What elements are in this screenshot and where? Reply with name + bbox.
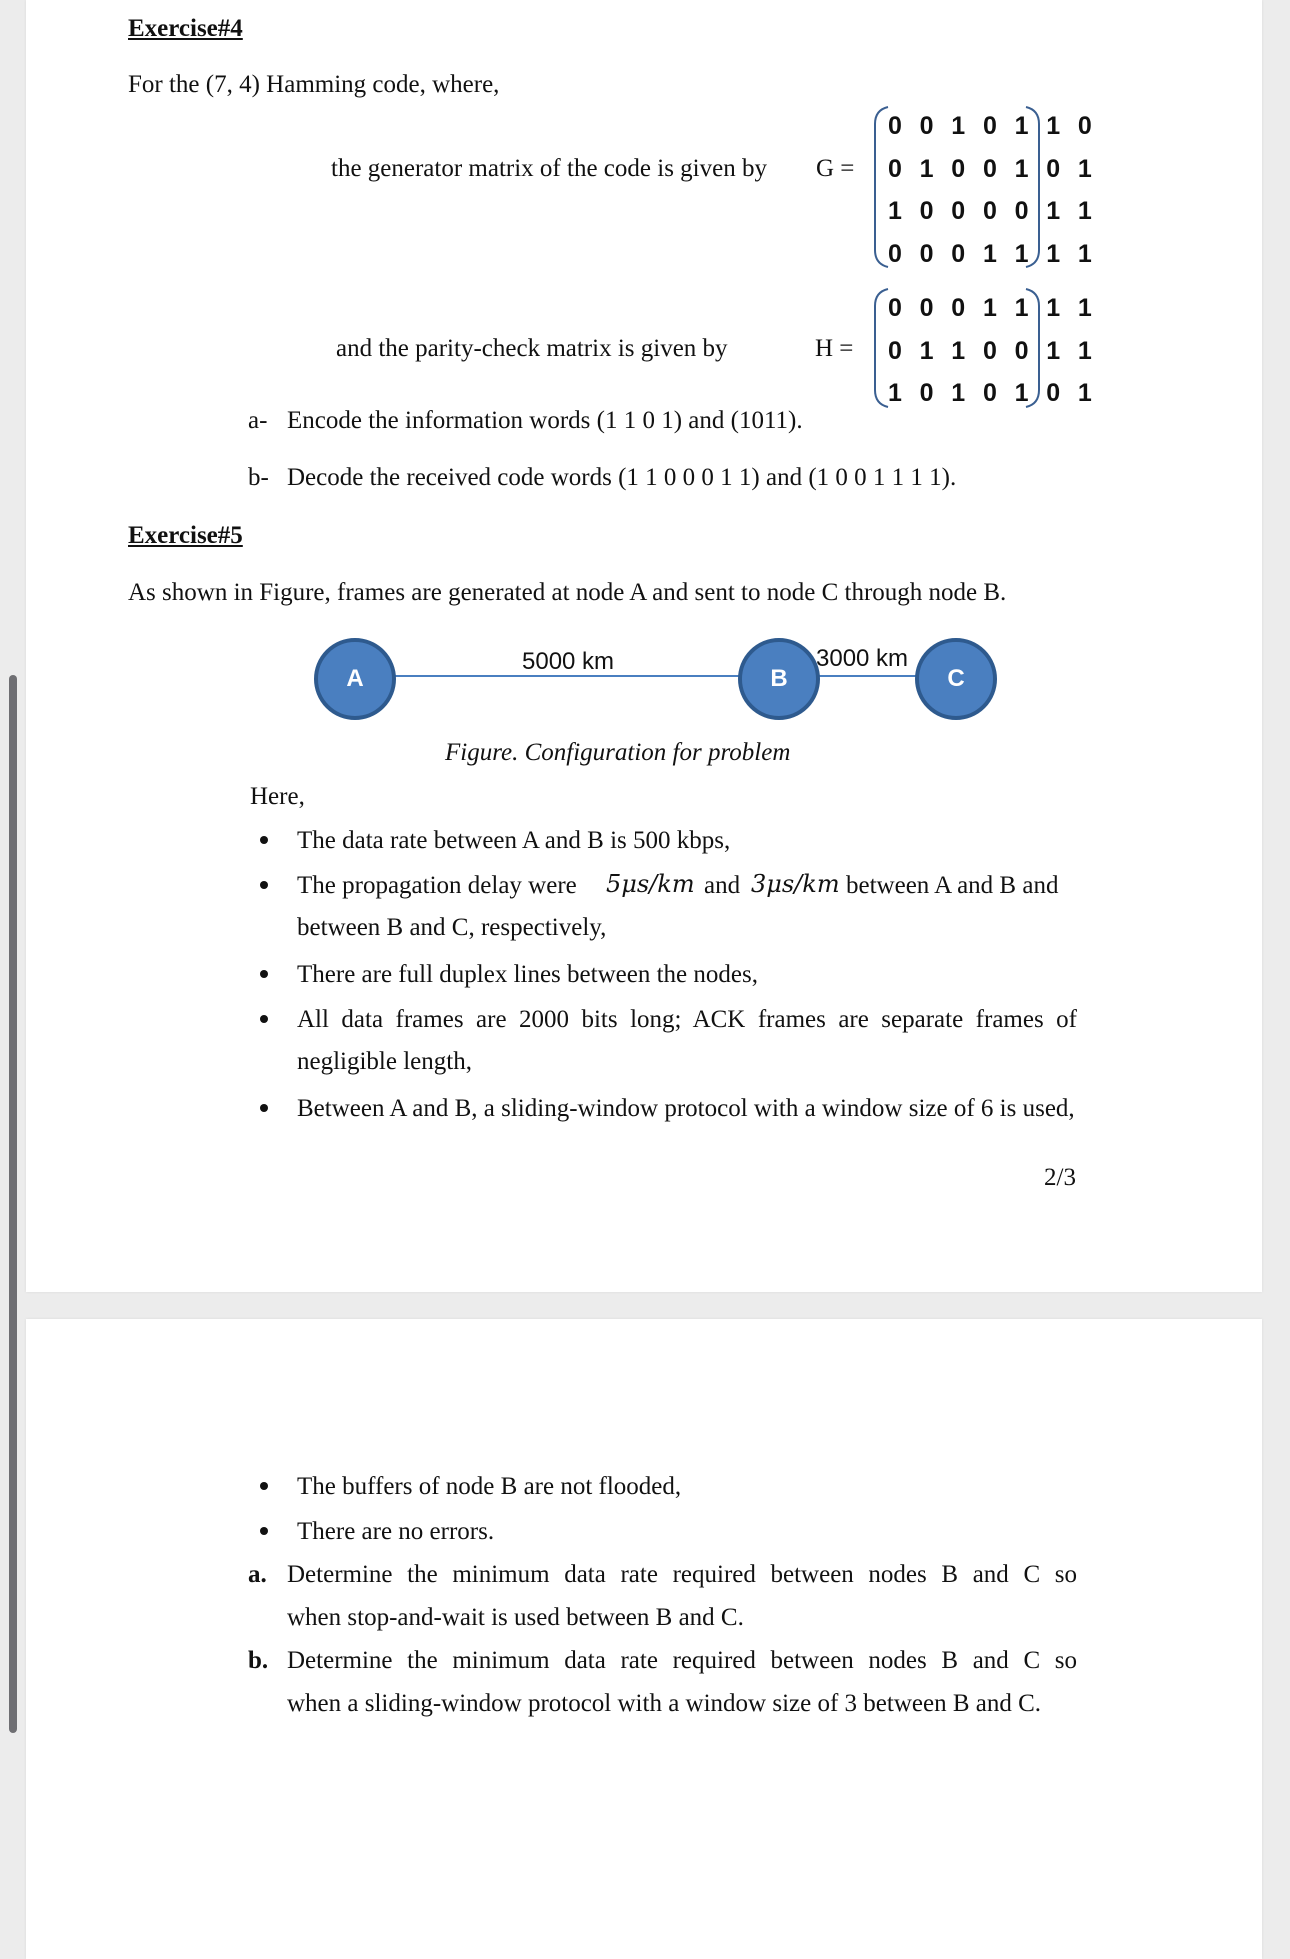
bullet-delay-math-1: 5μs/km <box>606 870 695 898</box>
bullet-delay-pre: The propagation delay were <box>297 872 577 899</box>
exercise5-heading: Exercise#5 <box>128 522 243 549</box>
question-a-label: a. <box>248 1561 267 1588</box>
figure-caption: Figure. Configuration for problem <box>445 739 791 766</box>
bullet-delay-mid: and <box>704 872 741 899</box>
parity-symbol: H = <box>815 335 854 362</box>
parity-row: 0 1 1 0 0 1 1 <box>888 337 1098 365</box>
exercise4-heading: Exercise#4 <box>128 15 243 42</box>
bullet-no-errors: There are no errors. <box>297 1518 495 1545</box>
question-b-line1: Determine the minimum data rate required between nodes B and C so <box>287 1647 1077 1674</box>
item-a-text: Encode the information words (1 1 0 1) and (1011). <box>287 407 803 434</box>
bullet-delay-post: between A and B and <box>846 872 1059 899</box>
link-b-c <box>812 675 918 677</box>
item-b-text: Decode the received code words (1 1 0 0 0 1 1) and (1 0 0 1 1 1 1). <box>287 464 957 491</box>
bullet-frame-length: All data frames are 2000 bits long; ACK frames are separate frames of <box>297 1006 1077 1033</box>
exercise5-intro: As shown in Figure, frames are generated at node A and sent to node C through node B. <box>128 579 1007 606</box>
item-b-label: b- <box>248 464 269 491</box>
question-b-line2: when a sliding-window protocol with a window size of 3 between B and C. <box>287 1690 1042 1717</box>
bullet-dot <box>260 1482 268 1490</box>
distance-a-b-label: 5000 km <box>522 648 615 675</box>
parity-matrix-brackets <box>872 286 1042 410</box>
bullet-dot <box>260 1015 268 1023</box>
generator-row: 1 0 0 0 0 1 1 <box>888 197 1098 225</box>
bullet-dot <box>260 1104 268 1112</box>
question-b-label: b. <box>248 1647 269 1674</box>
bullet-delay-math-2: 3μs/km <box>751 870 840 898</box>
document-page-3 <box>26 1319 1262 1959</box>
node-b: B <box>738 638 820 720</box>
node-c: C <box>915 638 997 720</box>
generator-row: 0 0 0 1 1 1 1 <box>888 240 1098 268</box>
parity-row: 1 0 1 0 1 0 1 <box>888 379 1098 407</box>
node-a: A <box>314 638 396 720</box>
bullet-buffers: The buffers of node B are not flooded, <box>297 1473 682 1500</box>
exercise4-intro: For the (7, 4) Hamming code, where, <box>128 71 500 98</box>
bullet-dot <box>260 970 268 978</box>
bullet-data-rate: The data rate between A and B is 500 kbps, <box>297 827 731 854</box>
bullet-dot <box>260 881 268 889</box>
question-a-line1: Determine the minimum data rate required between nodes B and C so <box>287 1561 1077 1588</box>
bullet-sliding-window: Between A and B, a sliding-window protocol with a window size of 6 is used, <box>297 1095 1075 1122</box>
generator-symbol: G = <box>816 155 855 182</box>
generator-matrix-brackets <box>872 104 1042 270</box>
link-a-b <box>390 675 740 677</box>
item-a-label: a- <box>248 407 268 434</box>
generator-text: the generator matrix of the code is given by <box>331 155 767 182</box>
distance-b-c-label: 3000 km <box>816 645 909 672</box>
generator-row: 0 0 1 0 1 1 0 <box>888 112 1098 140</box>
scrollbar[interactable] <box>9 675 17 1733</box>
generator-row: 0 1 0 0 1 0 1 <box>888 155 1098 183</box>
here-label: Here, <box>250 783 305 810</box>
parity-text: and the parity-check matrix is given by <box>336 335 728 362</box>
bullet-dot <box>260 836 268 844</box>
question-a-line2: when stop-and-wait is used between B and C. <box>287 1604 744 1631</box>
bullet-frame-length-line2: negligible length, <box>297 1048 472 1075</box>
parity-row: 0 0 0 1 1 1 1 <box>888 294 1098 322</box>
bullet-dot <box>260 1527 268 1535</box>
bullet-delay-line2: between B and C, respectively, <box>297 914 607 941</box>
page-number: 2/3 <box>1044 1164 1076 1191</box>
bullet-full-duplex: There are full duplex lines between the nodes, <box>297 961 758 988</box>
